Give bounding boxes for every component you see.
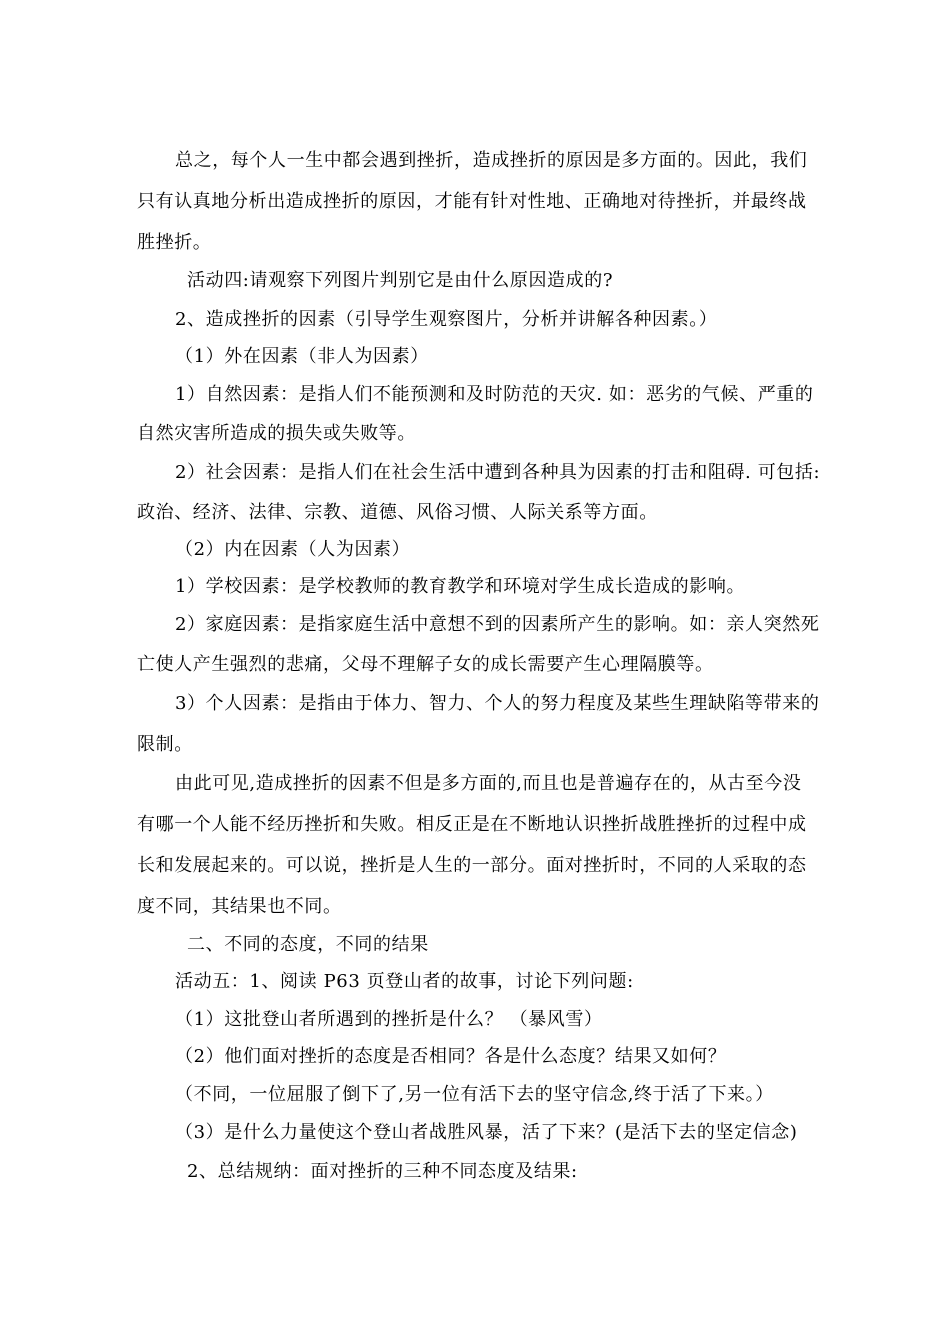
- summary-heading: 2、总结规纳：面对挫折的三种不同态度及结果:: [187, 1161, 578, 1182]
- paragraph-line: 胜挫折。: [137, 232, 212, 253]
- paragraph-line: 2）社会因素：是指人们在社会生活中遭到各种具为因素的打击和阻碍. 可包括:: [175, 462, 821, 483]
- paragraph-line: 政治、经济、法律、宗教、道德、风俗习惯、人际关系等方面。: [137, 502, 658, 523]
- question-line: （2）他们面对挫折的态度是否相同？各是什么态度？结果又如何？: [175, 1046, 727, 1067]
- paragraph-line: 1）学校因素：是学校教师的教育教学和环境对学生成长造成的影响。: [175, 576, 746, 597]
- paragraph-line: 总之，每个人一生中都会遇到挫折，造成挫折的原因是多方面的。因此，我们: [175, 150, 808, 171]
- section-heading: 二、不同的态度，不同的结果: [187, 934, 429, 955]
- paragraph-line: 只有认真地分析出造成挫折的原因，才能有针对性地、正确地对待挫折，并最终战: [137, 191, 807, 212]
- activity-heading: 活动四:请观察下列图片判别它是由什么原因造成的?: [187, 270, 614, 291]
- subsection-heading: （2）内在因素（人为因素）: [175, 539, 411, 560]
- paragraph-line: 有哪一个人能不经历挫折和失败。相反正是在不断地认识挫折战胜挫折的过程中成: [137, 814, 807, 835]
- paragraph-line: 亡使人产生强烈的悲痛，父母不理解子女的成长需要产生心理隔膜等。: [137, 654, 714, 675]
- paragraph-line: 长和发展起来的。可以说，挫折是人生的一部分。面对挫折时，不同的人采取的态: [137, 855, 807, 876]
- subsection-heading: （1）外在因素（非人为因素）: [175, 346, 429, 367]
- paragraph-line: 3）个人因素：是指由于体力、智力、个人的努力程度及某些生理缺陷等带来的: [175, 693, 820, 714]
- question-line: （3）是什么力量使这个登山者战胜风暴，活了下来？(是活下去的坚定信念): [175, 1122, 798, 1143]
- paragraph-line: 由此可见,造成挫折的因素不但是多方面的,而且也是普遍存在的，从古至今没: [175, 773, 802, 794]
- question-line: （1）这批登山者所遇到的挫折是什么？ （暴风雪）: [175, 1009, 603, 1030]
- paragraph-line: 度不同，其结果也不同。: [137, 896, 342, 917]
- paragraph-line: 1）自然因素：是指人们不能预测和及时防范的天灾. 如：恶劣的气候、严重的: [175, 384, 814, 405]
- paragraph-line: 2）家庭因素：是指家庭生活中意想不到的因素所产生的影响。如：亲人突然死: [175, 614, 820, 635]
- answer-line: （不同，一位屈服了倒下了,另一位有活下去的坚守信念,终于活了下来。）: [175, 1084, 774, 1105]
- paragraph-line: 自然灾害所造成的损失或失败等。: [137, 423, 416, 444]
- activity-heading: 活动五：1、阅读 P63 页登山者的故事，讨论下列问题:: [175, 971, 634, 992]
- paragraph-line: 限制。: [137, 734, 193, 755]
- section-line: 2、造成挫折的因素（引导学生观察图片，分析并讲解各种因素。）: [175, 309, 718, 330]
